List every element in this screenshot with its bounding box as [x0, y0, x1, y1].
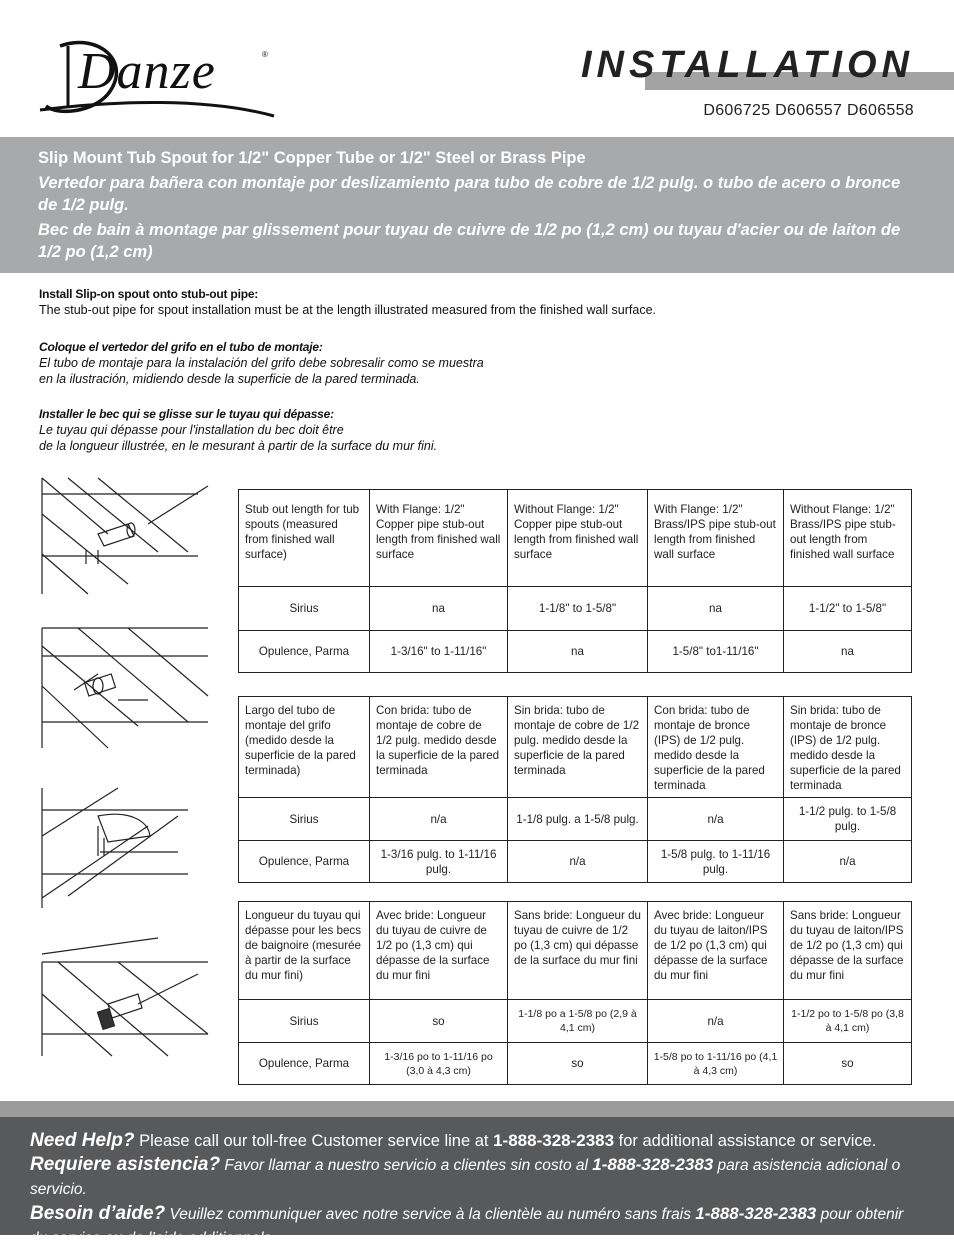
table-header-cell: Avec bride: Longueur du tuyau de cuivre de 1/2 po (1,3 cm) qui dépasse de la surface du mur fini — [370, 902, 508, 1000]
danze-logo — [38, 32, 278, 122]
value-cell: 1-1/8 pulg. a 1-5/8 pulg. — [508, 798, 648, 841]
product-title-en: Slip Mount Tub Spout for 1/2" Copper Tube or 1/2" Steel or Brass Pipe — [38, 149, 586, 167]
value-cell: 1-1/8" to 1-5/8" — [508, 587, 648, 631]
help-line-es — [30, 1153, 924, 1202]
table-header-cell: Longueur du tuyau qui dépasse pour les becs de baignoire (mesurée à partir de la surface du mur fini) — [239, 902, 370, 1000]
table-header-row — [239, 490, 912, 587]
value-cell: so — [508, 1043, 648, 1085]
illustration-stubout-threaded — [38, 934, 216, 1058]
table-header-cell: Stub out length for tub spouts (measured from finished wall surface) — [239, 490, 370, 587]
help-text-fr-2: pour obtenir du service ou de l’aide additionnels. — [30, 1206, 904, 1247]
instructions-fr — [39, 406, 919, 454]
phone-number-en: 1-888-328-2383 — [493, 1131, 615, 1150]
instructions-en-text: The stub-out pipe for spout installation must be at the length illustrated measured from the finished wall surface. — [39, 303, 656, 317]
instructions-es-text-2: en la ilustración, midiendo desde la superficie de la pared terminada. — [39, 372, 420, 386]
phone-number-fr: 1-888-328-2383 — [695, 1204, 817, 1223]
table-row — [239, 841, 912, 883]
value-cell: na — [370, 587, 508, 631]
value-cell: na — [648, 587, 784, 631]
instructions-fr-text-2: de la longueur illustrée, en le mesurant à partir de la surface du mur fini. — [39, 439, 438, 453]
value-cell: 1-5/8 po to 1-11/16 po (4,1 à 4,3 cm) — [648, 1043, 784, 1085]
value-cell: n/a — [648, 798, 784, 841]
product-title-fr: Bec de bain à montage par glissement pour tuyau de cuivre de 1/2 po (1,2 cm) ou tuyau d'acier ou de laiton de 1/2 po (1,2 cm) — [38, 221, 901, 261]
value-cell: so — [784, 1043, 912, 1085]
help-footer — [0, 1117, 954, 1247]
model-cell: Opulence, Parma — [239, 841, 370, 883]
logo-wordmark: Danze — [78, 43, 216, 100]
value-cell: 1-1/8 po a 1-5/8 po (2,9 à 4,1 cm) — [508, 1000, 648, 1043]
value-cell: 1-1/2 pulg. to 1-5/8 pulg. — [784, 798, 912, 841]
model-cell: Sirius — [239, 587, 370, 631]
value-cell: na — [508, 631, 648, 673]
help-label-es: Requiere asistencia? — [30, 1154, 221, 1175]
value-cell: n/a — [648, 1000, 784, 1043]
table-row — [239, 631, 912, 673]
footer-accent-bar — [0, 1101, 954, 1117]
value-cell: 1-3/16 pulg. to 1-11/16 pulg. — [370, 841, 508, 883]
instructions-en — [39, 286, 919, 318]
value-cell: 1-1/2" to 1-5/8" — [784, 587, 912, 631]
value-cell: so — [370, 1000, 508, 1043]
help-text-fr-1: Veuillez communiquer avec notre service à la clientèle au numéro sans frais — [165, 1206, 696, 1223]
help-label-en: Need Help? — [30, 1130, 135, 1151]
value-cell: 1-5/8" to1-11/16" — [648, 631, 784, 673]
help-label-fr: Besoin d’aide? — [30, 1203, 166, 1224]
page-title: INSTALLATION — [581, 44, 914, 86]
instructions-fr-text-1: Le tuyau qui dépasse pour l'installation du bec doit être — [39, 423, 344, 437]
help-text-en-1: Please call our toll-free Customer service line at — [134, 1132, 494, 1150]
value-cell: 1-3/16" to 1-11/16" — [370, 631, 508, 673]
table-header-cell: Without Flange: 1/2" Brass/IPS pipe stub-out length from finished wall surface — [784, 490, 912, 587]
table-header-cell: Avec bride: Longueur du tuyau de laiton/IPS de 1/2 po (1,3 cm) qui dépasse de la surface du mur fini — [648, 902, 784, 1000]
help-text-en-2: for additional assistance or service. — [614, 1132, 877, 1150]
value-cell: 1-5/8 pulg. to 1-11/16 pulg. — [648, 841, 784, 883]
table-header-cell: With Flange: 1/2" Brass/IPS pipe stub-out length from finished wall surface — [648, 490, 784, 587]
help-line-fr — [30, 1202, 924, 1251]
illustration-spout-side — [38, 786, 216, 910]
table-header-row — [239, 697, 912, 798]
instructions-en-heading: Install Slip-on spout onto stub-out pipe: — [39, 287, 259, 301]
instructions-es-text-1: El tubo de montaje para la instalación del grifo debe sobresalir como se muestra — [39, 356, 484, 370]
table-header-cell: Without Flange: 1/2" Copper pipe stub-out length from finished wall surface — [508, 490, 648, 587]
table-row — [239, 587, 912, 631]
stubout-table-es — [238, 696, 912, 883]
table-header-cell: Largo del tubo de montaje del grifo (medido desde la superficie de la pared terminada) — [239, 697, 370, 798]
illustration-flange-stubout — [38, 626, 216, 750]
model-cell: Sirius — [239, 798, 370, 841]
value-cell: 1-3/16 po to 1-11/16 po (3,0 à 4,3 cm) — [370, 1043, 508, 1085]
table-header-cell: Sin brida: tubo de montaje de cobre de 1/2 pulg. medido desde la superficie de la pared terminada — [508, 697, 648, 798]
table-header-row — [239, 902, 912, 1000]
model-cell: Opulence, Parma — [239, 1043, 370, 1085]
phone-number-es: 1-888-328-2383 — [592, 1155, 714, 1174]
stubout-table-fr — [238, 901, 912, 1085]
model-cell: Sirius — [239, 1000, 370, 1043]
instructions-es — [39, 339, 919, 387]
stubout-table-en — [238, 489, 912, 673]
instructions-es-heading: Coloque el vertedor del grifo en el tubo de montaje: — [39, 340, 323, 354]
registered-mark: ® — [262, 50, 268, 59]
value-cell: n/a — [784, 841, 912, 883]
value-cell: n/a — [370, 798, 508, 841]
value-cell: 1-1/2 po to 1-5/8 po (3,8 à 4,1 cm) — [784, 1000, 912, 1043]
help-line-en — [30, 1129, 924, 1153]
table-header-cell: Con brida: tubo de montaje de cobre de 1/2 pulg. medido desde la superficie de la pared terminada — [370, 697, 508, 798]
table-row — [239, 1000, 912, 1043]
help-text-es-2: para asistencia adicional o servicio. — [30, 1157, 901, 1198]
table-header-cell: With Flange: 1/2" Copper pipe stub-out length from finished wall surface — [370, 490, 508, 587]
table-header-cell: Sin brida: tubo de montaje de bronce (IPS) de 1/2 pulg. medido desde la superficie de la pared terminada — [784, 697, 912, 798]
table-header-cell: Sans bride: Longueur du tuyau de cuivre de 1/2 po (1,3 cm) qui dépasse de la surface du mur fini — [508, 902, 648, 1000]
model-numbers: D606725 D606557 D606558 — [703, 102, 914, 119]
illustration-copper-stubout — [38, 474, 216, 598]
table-row — [239, 1043, 912, 1085]
value-cell: n/a — [508, 841, 648, 883]
table-header-cell: Sans bride: Longueur du tuyau de laiton/IPS de 1/2 po (1,3 cm) qui dépasse de la surface du mur fini — [784, 902, 912, 1000]
product-title-es: Vertedor para bañera con montaje por deslizamiento para tubo de cobre de 1/2 pulg. o tubo de acero o bronce de 1/2 pulg. — [38, 174, 901, 214]
help-text-es-1: Favor llamar a nuestro servicio a clientes sin costo al — [220, 1157, 593, 1174]
value-cell: na — [784, 631, 912, 673]
product-title-band — [0, 137, 954, 273]
model-cell: Opulence, Parma — [239, 631, 370, 673]
table-row — [239, 798, 912, 841]
instructions-fr-heading: Installer le bec qui se glisse sur le tuyau qui dépasse: — [39, 407, 334, 421]
table-header-cell: Con brida: tubo de montaje de bronce (IPS) de 1/2 pulg. medido desde la superficie de la pared terminada — [648, 697, 784, 798]
